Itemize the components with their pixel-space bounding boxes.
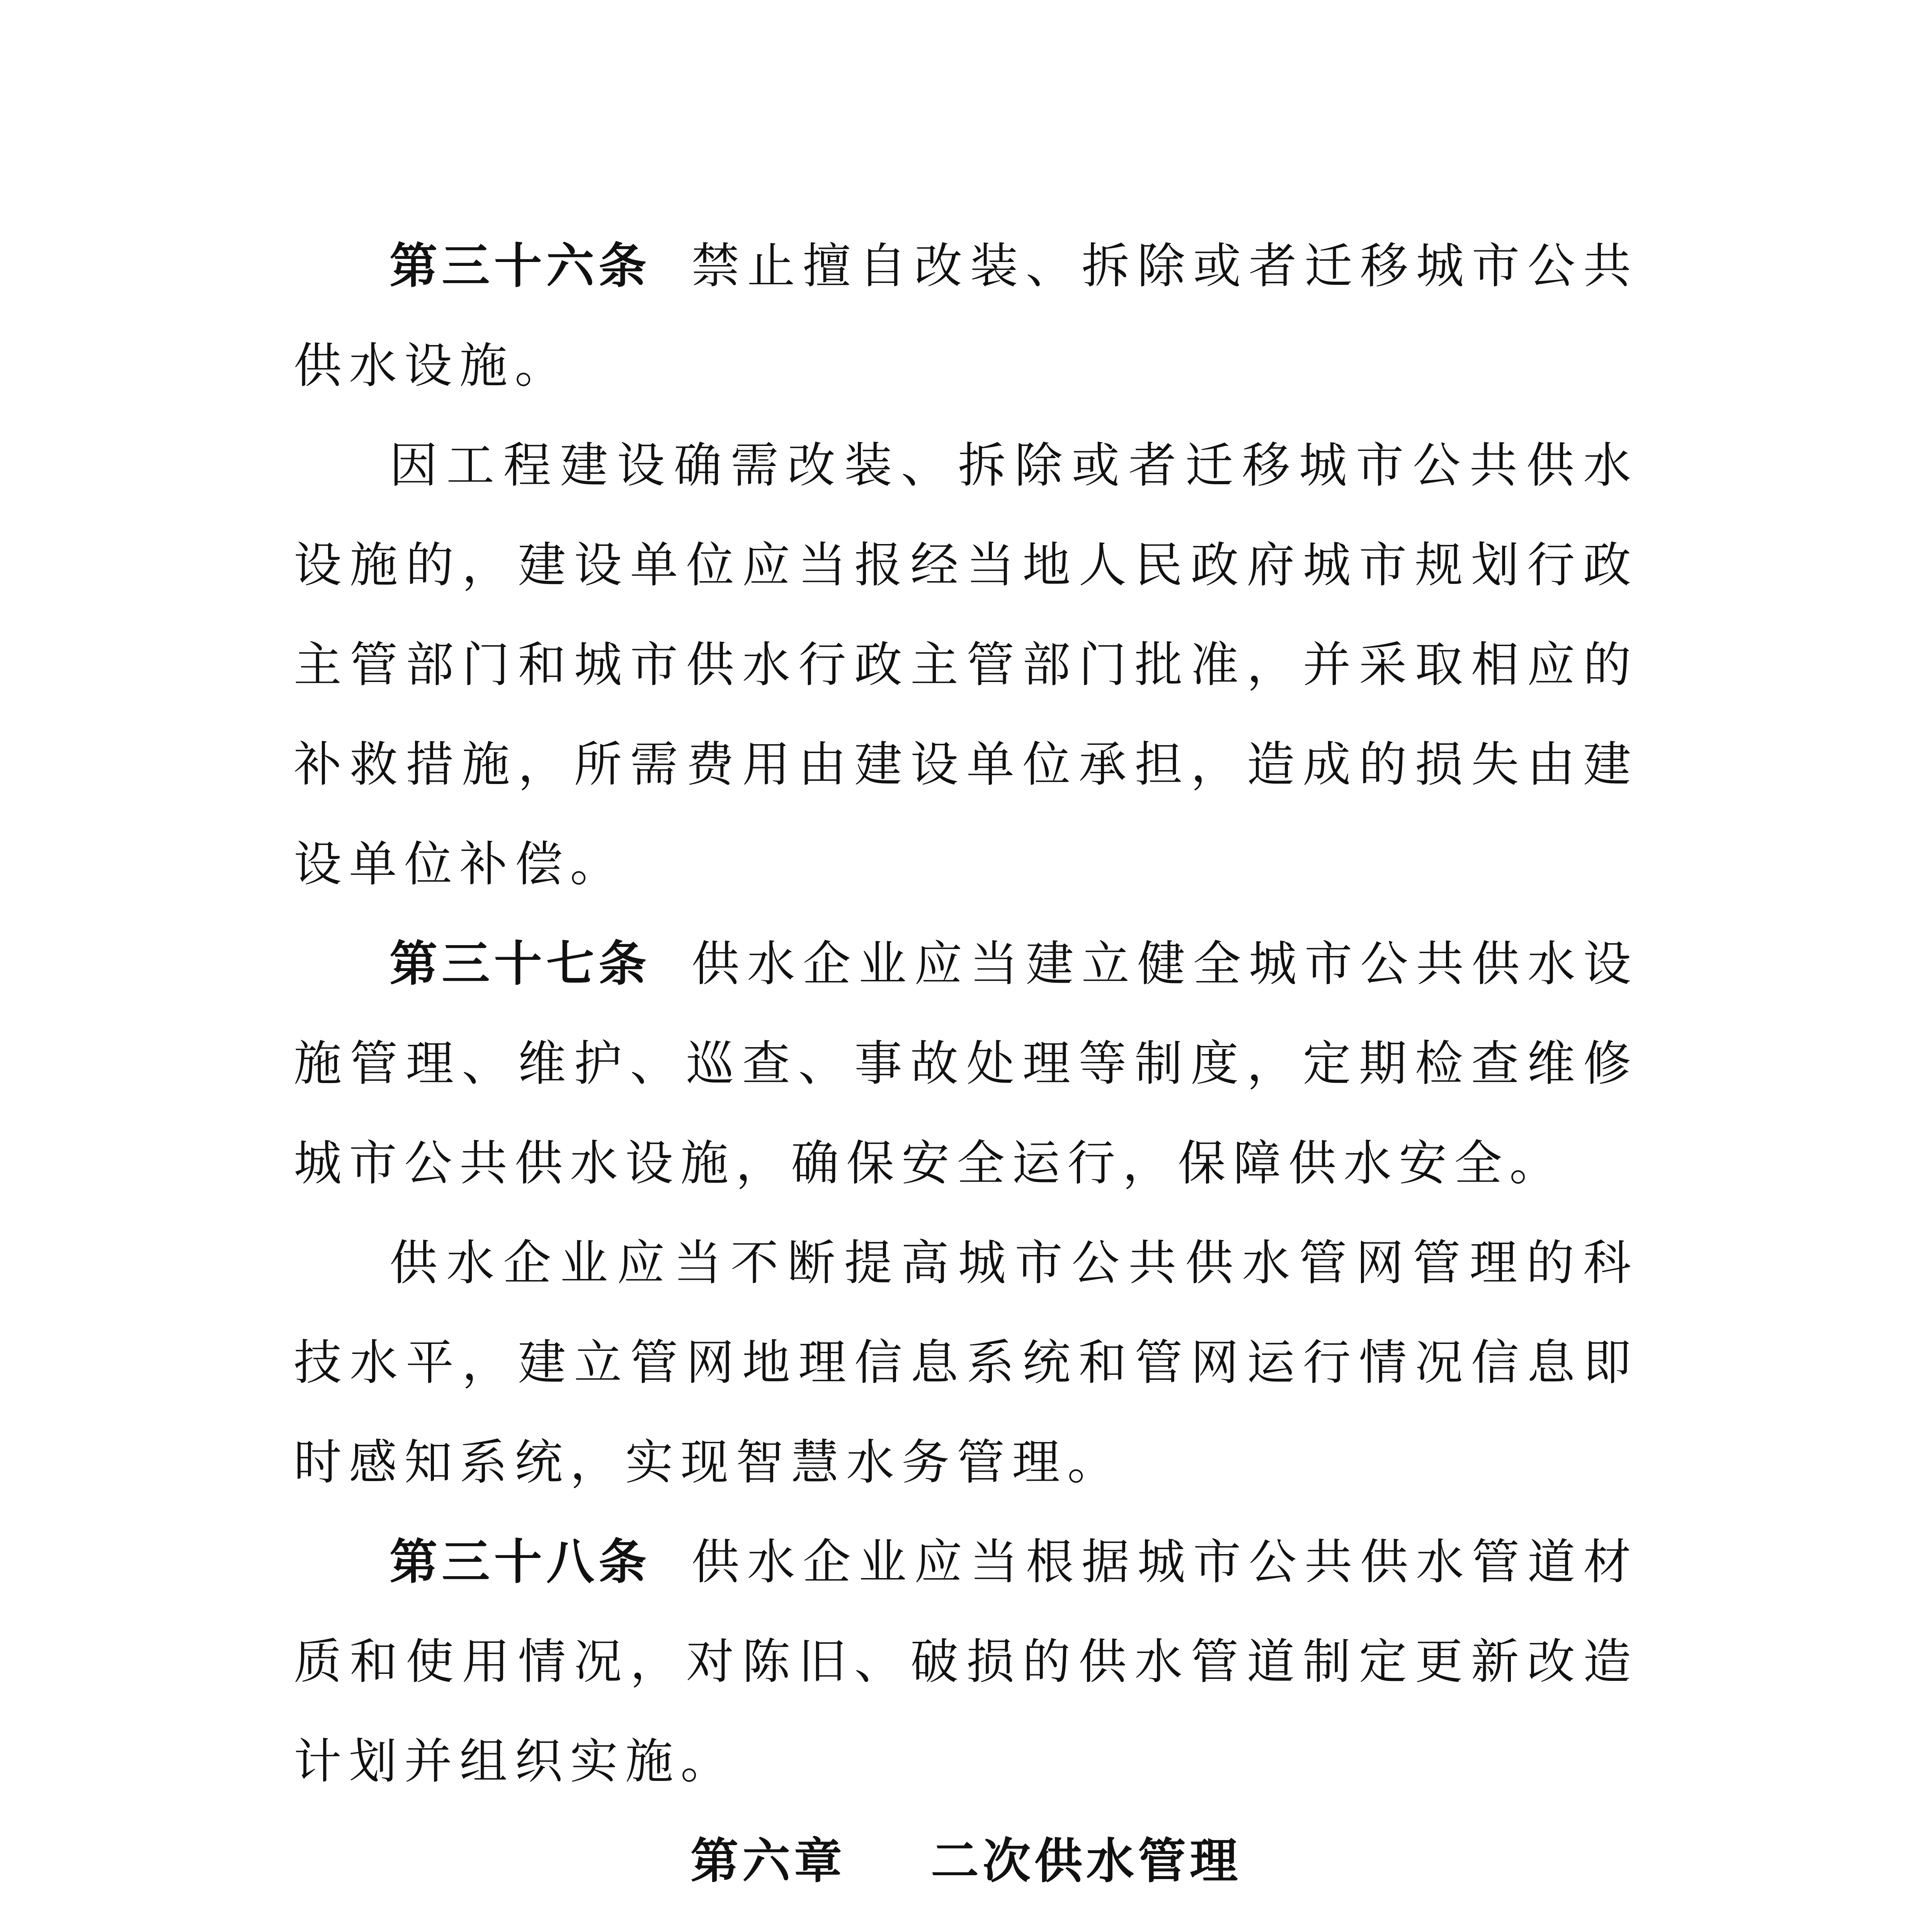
chapter-number: 第六章 bbox=[690, 1833, 846, 1889]
chapter-title: 二次供水管理 bbox=[931, 1833, 1242, 1889]
document-body bbox=[294, 216, 1638, 1932]
article-36-paragraph bbox=[294, 216, 1638, 416]
article-36-text: 禁止擅自改装、拆除或者迁移城市公共供水设施。 bbox=[294, 238, 1638, 394]
article-37-text: 供水企业应当建立健全城市公共供水设施管理、维护、巡查、事故处理等制度，定期检查维修城市公共供水设施，确保安全运行，保障供水安全。 bbox=[294, 936, 1638, 1191]
article-38-paragraph bbox=[294, 1512, 1638, 1811]
article-38-number: 第三十八条 bbox=[390, 1534, 651, 1590]
article-37-paragraph bbox=[294, 914, 1638, 1213]
chapter-heading bbox=[294, 1811, 1638, 1911]
article-37-paragraph-2: 供水企业应当不断提高城市公共供水管网管理的科技水平，建立管网地理信息系统和管网运行情况信息即时感知系统，实现智慧水务管理。 bbox=[294, 1235, 1638, 1490]
article-37-number: 第三十七条 bbox=[390, 936, 651, 992]
article-36-number: 第三十六条 bbox=[390, 238, 651, 294]
article-38-text: 供水企业应当根据城市公共供水管道材质和使用情况，对陈旧、破损的供水管道制定更新改造计划并组织实施。 bbox=[294, 1534, 1638, 1789]
article-39-paragraph bbox=[294, 1911, 1638, 1932]
article-36-paragraph-2: 因工程建设确需改装、拆除或者迁移城市公共供水设施的，建设单位应当报经当地人民政府城市规划行政主管部门和城市供水行政主管部门批准，并采取相应的补救措施，所需费用由建设单位承担，造成的损失由建设单位补偿。 bbox=[294, 438, 1638, 892]
